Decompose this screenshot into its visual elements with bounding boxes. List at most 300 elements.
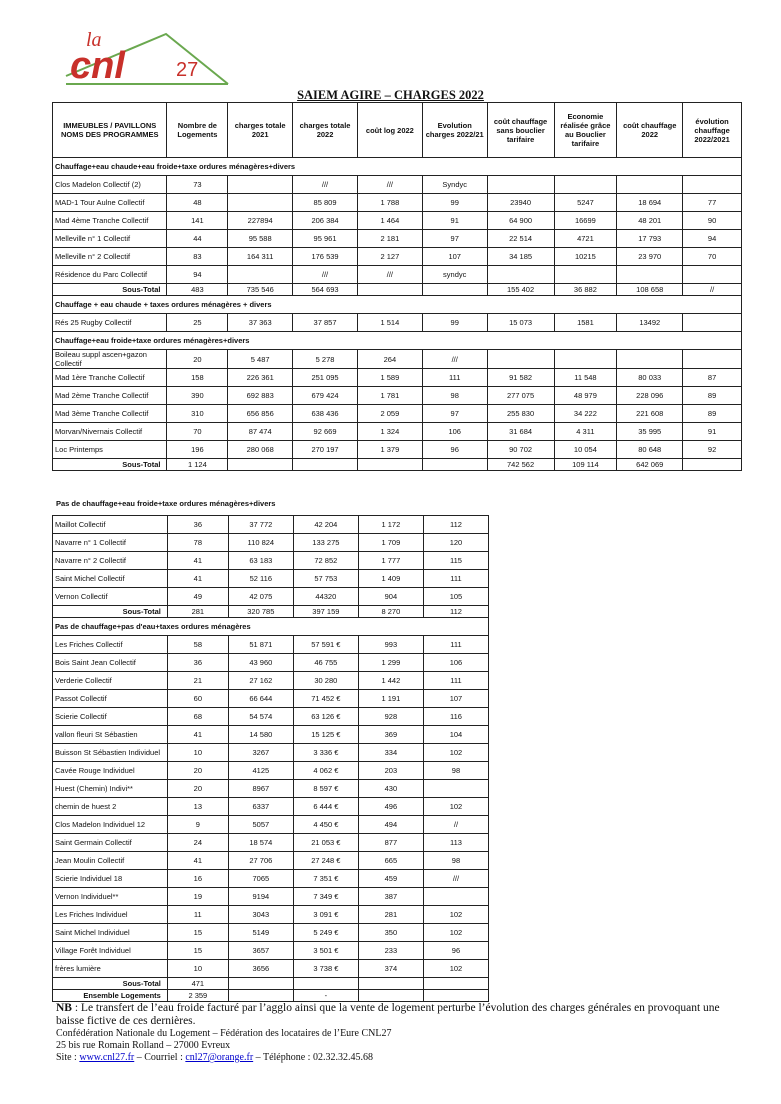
table-row xyxy=(53,588,489,606)
value-cell: 993 xyxy=(358,636,423,654)
value-cell: 471 xyxy=(167,978,228,990)
value-cell: 113 xyxy=(423,834,488,852)
program-name-cell: Navarre n° 2 Collectif xyxy=(53,552,168,570)
value-cell: 92 xyxy=(683,441,742,459)
value-cell: 35 995 xyxy=(617,423,683,441)
value-cell: 1 777 xyxy=(358,552,423,570)
value-cell: 656 856 xyxy=(228,405,293,423)
value-cell: 96 xyxy=(423,942,488,960)
column-header: évolution chauffage 2022/2021 xyxy=(683,103,742,158)
value-cell xyxy=(683,350,742,369)
program-name-cell: Saint Michel Individuel xyxy=(53,924,168,942)
value-cell: 63 126 € xyxy=(293,708,358,726)
value-cell: 72 852 xyxy=(293,552,358,570)
table-row xyxy=(53,690,489,708)
value-cell: /// xyxy=(293,176,358,194)
value-cell: 5057 xyxy=(228,816,293,834)
table-row xyxy=(53,780,489,798)
program-name-cell: Mad 1ère Tranche Collectif xyxy=(53,369,167,387)
value-cell: 11 548 xyxy=(554,369,617,387)
value-cell xyxy=(228,266,293,284)
value-cell: 109 114 xyxy=(554,459,617,471)
value-cell: 49 xyxy=(167,588,228,606)
value-cell: syndyc xyxy=(422,266,487,284)
value-cell: 374 xyxy=(358,960,423,978)
value-cell: 459 xyxy=(358,870,423,888)
value-cell: 390 xyxy=(167,387,228,405)
value-cell: 34 222 xyxy=(554,405,617,423)
value-cell xyxy=(617,176,683,194)
table-row xyxy=(53,744,489,762)
value-cell xyxy=(423,990,488,1002)
value-cell xyxy=(228,978,293,990)
value-cell: 221 608 xyxy=(617,405,683,423)
value-cell: 155 402 xyxy=(487,284,554,296)
value-cell: 1 409 xyxy=(358,570,423,588)
value-cell: 111 xyxy=(423,570,488,588)
value-cell: 270 197 xyxy=(293,441,358,459)
value-cell: 3 336 € xyxy=(293,744,358,762)
value-cell: 25 xyxy=(167,314,228,332)
value-cell: 120 xyxy=(423,534,488,552)
value-cell: 24 xyxy=(167,834,228,852)
value-cell: 19 xyxy=(167,888,228,906)
section-header-row xyxy=(53,618,489,636)
program-name-cell: Les Friches Individuel xyxy=(53,906,168,924)
value-cell: 564 693 xyxy=(293,284,358,296)
subtotal-row xyxy=(53,284,742,296)
footer xyxy=(56,1002,746,1064)
program-name-cell: Clos Madelon Collectif (2) xyxy=(53,176,167,194)
value-cell xyxy=(358,978,423,990)
value-cell: 112 xyxy=(423,606,488,618)
footer-address: 25 bis rue Romain Rolland – 27000 Evreux xyxy=(56,1040,231,1051)
program-name-cell: Rés 25 Rugby Collectif xyxy=(53,314,167,332)
program-name-cell: Morvan/Nivernais Collectif xyxy=(53,423,167,441)
value-cell: 42 204 xyxy=(293,516,358,534)
value-cell: 41 xyxy=(167,852,228,870)
value-cell: 203 xyxy=(358,762,423,780)
value-cell: 37 363 xyxy=(228,314,293,332)
value-cell: 99 xyxy=(422,314,487,332)
value-cell: 8 597 € xyxy=(293,780,358,798)
value-cell: 96 xyxy=(422,441,487,459)
value-cell: 7 349 € xyxy=(293,888,358,906)
value-cell: 642 069 xyxy=(617,459,683,471)
value-cell: 89 xyxy=(683,405,742,423)
value-cell: 15 125 € xyxy=(293,726,358,744)
value-cell: /// xyxy=(357,266,422,284)
value-cell: 63 183 xyxy=(228,552,293,570)
value-cell: 48 979 xyxy=(554,387,617,405)
value-cell: /// xyxy=(422,350,487,369)
value-cell xyxy=(423,978,488,990)
table-row xyxy=(53,636,489,654)
value-cell xyxy=(422,284,487,296)
value-cell: 36 xyxy=(167,654,228,672)
value-cell: 91 xyxy=(422,212,487,230)
value-cell: 1 299 xyxy=(358,654,423,672)
section-header: Chauffage+eau chaude+eau froide+taxe ordures ménagères+divers xyxy=(53,158,742,176)
table-row xyxy=(53,266,742,284)
value-cell: 64 900 xyxy=(487,212,554,230)
value-cell: 73 xyxy=(167,176,228,194)
value-cell: 108 658 xyxy=(617,284,683,296)
column-header: coût chauffage sans bouclier tarifaire xyxy=(487,103,554,158)
value-cell: 2 127 xyxy=(357,248,422,266)
program-name-cell: Mad 3ème Tranche Collectif xyxy=(53,405,167,423)
program-name-cell: Scierie Individuel 18 xyxy=(53,870,168,888)
value-cell: 99 xyxy=(422,194,487,212)
value-cell: 106 xyxy=(423,654,488,672)
value-cell: 41 xyxy=(167,552,228,570)
value-cell: Syndyc xyxy=(422,176,487,194)
value-cell: 104 xyxy=(423,726,488,744)
value-cell: 255 830 xyxy=(487,405,554,423)
value-cell: 665 xyxy=(358,852,423,870)
value-cell: 41 xyxy=(167,570,228,588)
value-cell: 16 xyxy=(167,870,228,888)
value-cell: 679 424 xyxy=(293,387,358,405)
charges-table-unheated xyxy=(52,515,489,1002)
value-cell: 4721 xyxy=(554,230,617,248)
value-cell: 111 xyxy=(423,672,488,690)
table-row xyxy=(53,708,489,726)
value-cell xyxy=(423,780,488,798)
program-name-cell: Loc Printemps xyxy=(53,441,167,459)
table-row xyxy=(53,906,489,924)
value-cell: 496 xyxy=(358,798,423,816)
table-row xyxy=(53,314,742,332)
table-row xyxy=(53,726,489,744)
value-cell: 281 xyxy=(358,906,423,924)
value-cell: 80 033 xyxy=(617,369,683,387)
value-cell: 98 xyxy=(423,762,488,780)
value-cell: 9194 xyxy=(228,888,293,906)
program-name-cell: Jean Moulin Collectif xyxy=(53,852,168,870)
program-name-cell: Buisson St Sébastien Individuel xyxy=(53,744,168,762)
value-cell: 164 311 xyxy=(228,248,293,266)
program-name-cell: Bois Saint Jean Collectif xyxy=(53,654,168,672)
value-cell: 57 753 xyxy=(293,570,358,588)
value-cell: 102 xyxy=(423,798,488,816)
value-cell xyxy=(683,459,742,471)
value-cell: 48 201 xyxy=(617,212,683,230)
value-cell: 4 062 € xyxy=(293,762,358,780)
mail-label: – Courriel : xyxy=(134,1052,186,1063)
value-cell: 397 159 xyxy=(293,606,358,618)
value-cell: 71 452 € xyxy=(293,690,358,708)
table-row xyxy=(53,387,742,405)
value-cell: 233 xyxy=(358,942,423,960)
program-name-cell: Scierie Collectif xyxy=(53,708,168,726)
value-cell: 102 xyxy=(423,960,488,978)
program-name-cell: Melleville n° 1 Collectif xyxy=(53,230,167,248)
value-cell: 742 562 xyxy=(487,459,554,471)
value-cell: 206 384 xyxy=(293,212,358,230)
program-name-cell: Passot Collectif xyxy=(53,690,168,708)
logo-la: la xyxy=(86,29,102,51)
value-cell: 280 068 xyxy=(228,441,293,459)
value-cell: 281 xyxy=(167,606,228,618)
program-name-cell: Mad 4ème Tranche Collectif xyxy=(53,212,167,230)
value-cell: 107 xyxy=(422,248,487,266)
value-cell xyxy=(554,266,617,284)
logo-number: 27 xyxy=(176,59,199,81)
value-cell: 10 054 xyxy=(554,441,617,459)
program-name-cell: Saint Germain Collectif xyxy=(53,834,168,852)
program-name-cell: Résidence du Parc Collectif xyxy=(53,266,167,284)
value-cell: 41 xyxy=(167,726,228,744)
program-name-cell: frères lumière xyxy=(53,960,168,978)
value-cell: 5 278 xyxy=(293,350,358,369)
value-cell: 14 580 xyxy=(228,726,293,744)
value-cell: /// xyxy=(357,176,422,194)
value-cell: 116 xyxy=(423,708,488,726)
value-cell: 2 059 xyxy=(357,405,422,423)
column-header: Evolution charges 2022/21 xyxy=(422,103,487,158)
value-cell: 20 xyxy=(167,762,228,780)
column-header: IMMEUBLES / PAVILLONS NOMS DES PROGRAMMES xyxy=(53,103,167,158)
value-cell: 1 124 xyxy=(167,459,228,471)
value-cell: 112 xyxy=(423,516,488,534)
value-cell: 23 970 xyxy=(617,248,683,266)
value-cell: 8 270 xyxy=(358,606,423,618)
value-cell: 37 857 xyxy=(293,314,358,332)
value-cell: 98 xyxy=(422,387,487,405)
value-cell: 1 514 xyxy=(357,314,422,332)
table-row xyxy=(53,516,489,534)
program-name-cell: Cavée Rouge Individuel xyxy=(53,762,168,780)
table-row xyxy=(53,960,489,978)
value-cell: 102 xyxy=(423,924,488,942)
value-cell: 5 249 € xyxy=(293,924,358,942)
value-cell: 44320 xyxy=(293,588,358,606)
value-cell: 1 781 xyxy=(357,387,422,405)
value-cell: 1 442 xyxy=(358,672,423,690)
program-name-cell: Boileau suppl ascen+gazon Collectif xyxy=(53,350,167,369)
value-cell: 37 772 xyxy=(228,516,293,534)
value-cell xyxy=(357,284,422,296)
program-name-cell: Sous-Total xyxy=(53,459,167,471)
value-cell: 85 809 xyxy=(293,194,358,212)
value-cell: 15 xyxy=(167,924,228,942)
column-header: charges totale 2022 xyxy=(293,103,358,158)
value-cell: 77 xyxy=(683,194,742,212)
program-name-cell: Sous-Total xyxy=(53,606,168,618)
cnl27-logo xyxy=(58,24,234,90)
value-cell xyxy=(293,459,358,471)
column-header: coût log 2022 xyxy=(357,103,422,158)
value-cell: 111 xyxy=(422,369,487,387)
value-cell: 105 xyxy=(423,588,488,606)
value-cell: 102 xyxy=(423,744,488,762)
value-cell: 6337 xyxy=(228,798,293,816)
value-cell: 30 280 xyxy=(293,672,358,690)
value-cell xyxy=(554,350,617,369)
table-header-row xyxy=(53,103,742,158)
value-cell: 17 793 xyxy=(617,230,683,248)
value-cell: 115 xyxy=(423,552,488,570)
program-name-cell: Vernon Collectif xyxy=(53,588,168,606)
table-row xyxy=(53,654,489,672)
value-cell: 3 501 € xyxy=(293,942,358,960)
value-cell: 4125 xyxy=(228,762,293,780)
value-cell xyxy=(617,266,683,284)
value-cell: 23940 xyxy=(487,194,554,212)
program-name-cell: MAD-1 Tour Aulne Collectif xyxy=(53,194,167,212)
nb-label: NB xyxy=(56,1002,72,1014)
value-cell: 10 xyxy=(167,744,228,762)
value-cell: 10 xyxy=(167,960,228,978)
value-cell: 90 702 xyxy=(487,441,554,459)
column-header: Nombre de Logements xyxy=(167,103,228,158)
value-cell: 27 162 xyxy=(228,672,293,690)
value-cell xyxy=(617,350,683,369)
value-cell: 46 755 xyxy=(293,654,358,672)
table-row xyxy=(53,834,489,852)
section-header-row xyxy=(53,332,742,350)
subtotal-row xyxy=(53,990,489,1002)
value-cell xyxy=(487,266,554,284)
value-cell: 58 xyxy=(167,636,228,654)
value-cell xyxy=(487,176,554,194)
value-cell: 1 788 xyxy=(357,194,422,212)
value-cell: 20 xyxy=(167,350,228,369)
value-cell: 3 738 € xyxy=(293,960,358,978)
mail-link[interactable]: cnl27@orange.fr xyxy=(185,1052,254,1063)
program-name-cell: Huest (Chemin) Indivi** xyxy=(53,780,168,798)
value-cell: 13 xyxy=(167,798,228,816)
section-header: Pas de chauffage+pas d'eau+taxes ordures ménagères xyxy=(53,618,489,636)
value-cell: 928 xyxy=(358,708,423,726)
table-row xyxy=(53,552,489,570)
value-cell xyxy=(228,459,293,471)
value-cell: 735 546 xyxy=(228,284,293,296)
value-cell: 3043 xyxy=(228,906,293,924)
footer-org: Confédération Nationale du Logement – Fédération des locataires de l’Eure CNL27 xyxy=(56,1028,392,1039)
value-cell: 94 xyxy=(683,230,742,248)
value-cell xyxy=(683,266,742,284)
value-cell: 54 574 xyxy=(228,708,293,726)
subtotal-row xyxy=(53,978,489,990)
program-name-cell: Village Forêt Individuel xyxy=(53,942,168,960)
program-name-cell: Sous-Total xyxy=(53,284,167,296)
value-cell: 36 xyxy=(167,516,228,534)
table-row xyxy=(53,570,489,588)
program-name-cell: Clos Madelon Individuel 12 xyxy=(53,816,168,834)
value-cell: 494 xyxy=(358,816,423,834)
logo-cnl: cnl xyxy=(70,45,125,87)
value-cell xyxy=(423,888,488,906)
table-row xyxy=(53,405,742,423)
column-header: charges totale 2021 xyxy=(228,103,293,158)
value-cell: 320 785 xyxy=(228,606,293,618)
table-row xyxy=(53,762,489,780)
value-cell: - xyxy=(293,990,358,1002)
value-cell: 68 xyxy=(167,708,228,726)
value-cell: 638 436 xyxy=(293,405,358,423)
value-cell: 106 xyxy=(422,423,487,441)
value-cell: 1 379 xyxy=(357,441,422,459)
value-cell: /// xyxy=(293,266,358,284)
program-name-cell: Verderie Collectif xyxy=(53,672,168,690)
value-cell: 36 882 xyxy=(554,284,617,296)
value-cell: 1 589 xyxy=(357,369,422,387)
nb-text: : Le transfert de l’eau froide facturé par l’agglo ainsi que la vente de logement perturbe l’évolution des charges générales en provoquant une baisse fictive de ces dernières. xyxy=(56,1002,720,1027)
value-cell: 7065 xyxy=(228,870,293,888)
value-cell: 7 351 € xyxy=(293,870,358,888)
table-row xyxy=(53,350,742,369)
program-name-cell: Vernon Individuel** xyxy=(53,888,168,906)
table-row xyxy=(53,369,742,387)
value-cell: 44 xyxy=(167,230,228,248)
table-row xyxy=(53,212,742,230)
value-cell: 310 xyxy=(167,405,228,423)
value-cell: 110 824 xyxy=(228,534,293,552)
value-cell: 264 xyxy=(357,350,422,369)
value-cell xyxy=(228,990,293,1002)
table-row xyxy=(53,816,489,834)
table-row xyxy=(53,870,489,888)
value-cell xyxy=(683,176,742,194)
value-cell: 334 xyxy=(358,744,423,762)
value-cell: 1581 xyxy=(554,314,617,332)
value-cell: 877 xyxy=(358,834,423,852)
section-header: Pas de chauffage+eau froide+taxe ordures ménagères+divers xyxy=(56,499,276,508)
value-cell: 18 694 xyxy=(617,194,683,212)
value-cell: 4 450 € xyxy=(293,816,358,834)
value-cell: 15 073 xyxy=(487,314,554,332)
footer-note xyxy=(56,1002,746,1028)
section-header-row xyxy=(53,158,742,176)
program-name-cell: Mad 2ème Tranche Collectif xyxy=(53,387,167,405)
table-row xyxy=(53,852,489,870)
value-cell: 89 xyxy=(683,387,742,405)
value-cell: 141 xyxy=(167,212,228,230)
value-cell: 2 359 xyxy=(167,990,228,1002)
value-cell: 196 xyxy=(167,441,228,459)
site-link[interactable]: www.cnl27.fr xyxy=(79,1052,135,1063)
value-cell: 52 116 xyxy=(228,570,293,588)
value-cell: 692 883 xyxy=(228,387,293,405)
value-cell: 13492 xyxy=(617,314,683,332)
value-cell: 227894 xyxy=(228,212,293,230)
value-cell: 87 xyxy=(683,369,742,387)
program-name-cell: Melleville n° 2 Collectif xyxy=(53,248,167,266)
value-cell: 158 xyxy=(167,369,228,387)
value-cell: 5 487 xyxy=(228,350,293,369)
table-row xyxy=(53,924,489,942)
value-cell: 3 091 € xyxy=(293,906,358,924)
value-cell: 2 181 xyxy=(357,230,422,248)
table-row xyxy=(53,441,742,459)
value-cell: 102 xyxy=(423,906,488,924)
program-name-cell: Les Friches Collectif xyxy=(53,636,168,654)
value-cell xyxy=(293,978,358,990)
value-cell: 95 961 xyxy=(293,230,358,248)
value-cell: 4 311 xyxy=(554,423,617,441)
value-cell: 3656 xyxy=(228,960,293,978)
value-cell: 176 539 xyxy=(293,248,358,266)
value-cell: 27 706 xyxy=(228,852,293,870)
value-cell: 20 xyxy=(167,780,228,798)
subtotal-row xyxy=(53,606,489,618)
column-header: coût chauffage 2022 xyxy=(617,103,683,158)
value-cell: 1 464 xyxy=(357,212,422,230)
value-cell xyxy=(554,176,617,194)
value-cell xyxy=(228,176,293,194)
